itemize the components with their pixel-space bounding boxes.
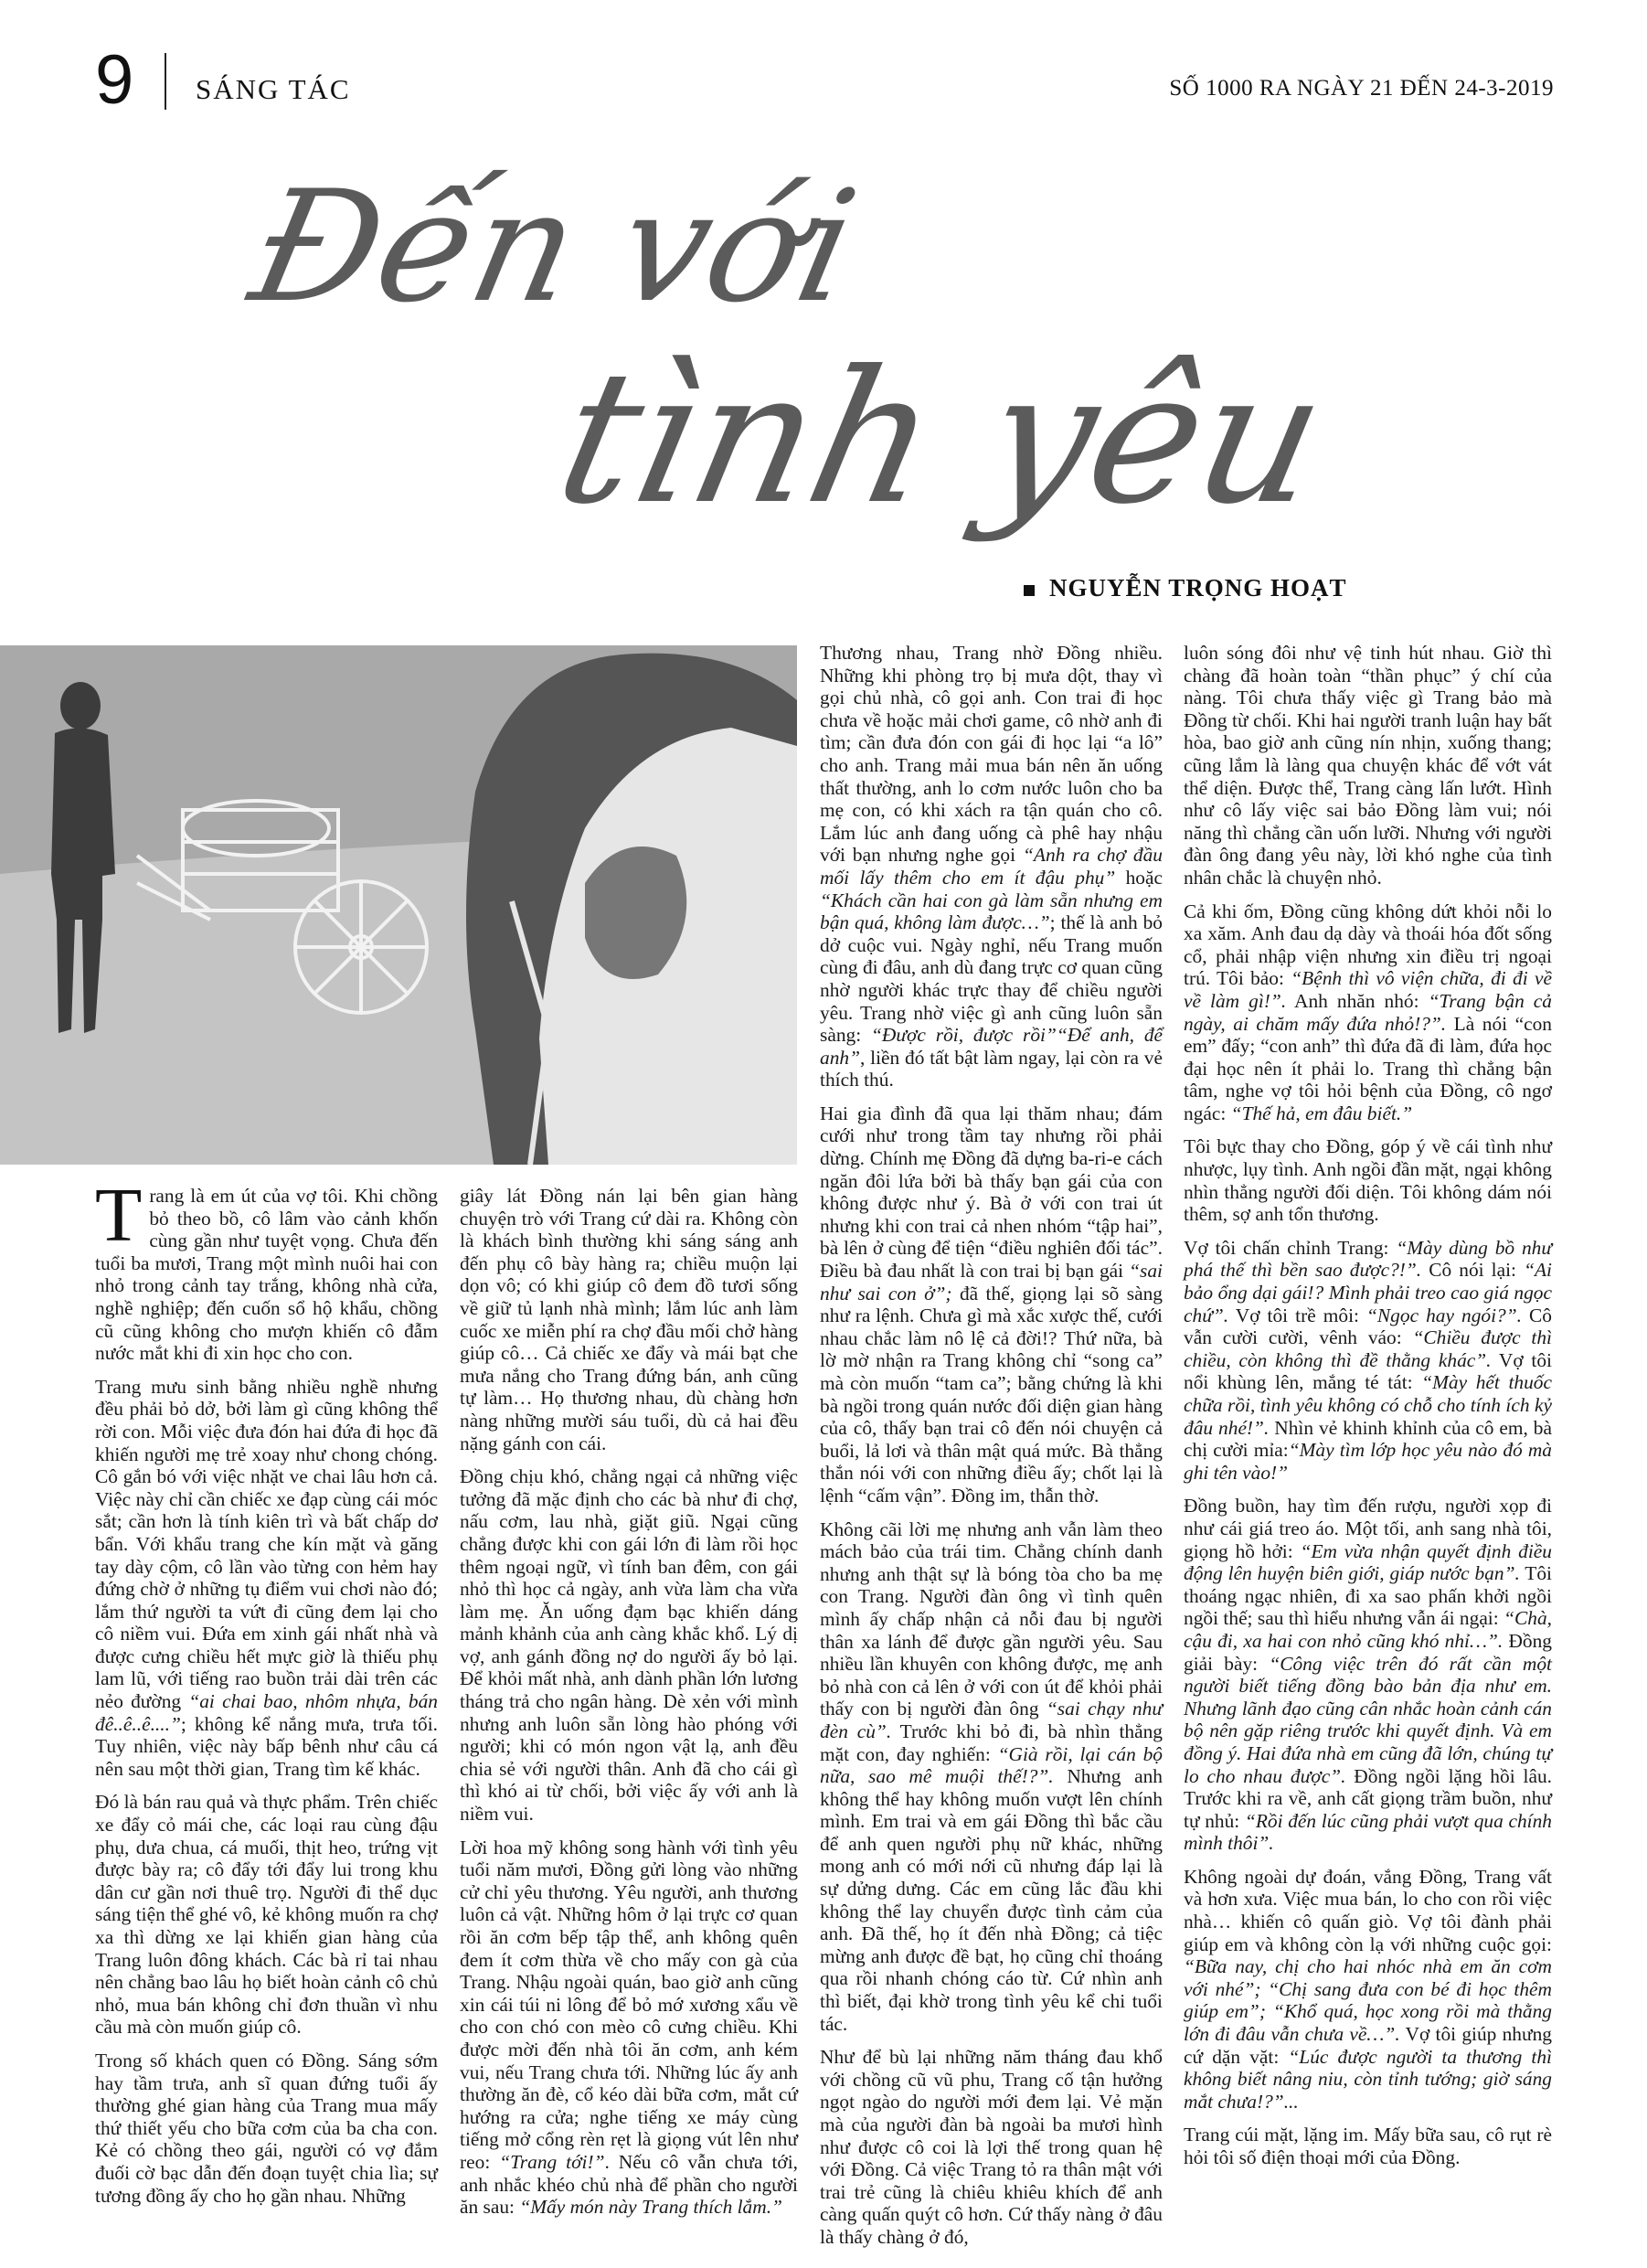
section-label: SÁNG TÁC [196,73,351,105]
title-line-2: tình yêu [542,332,1343,545]
column-2 [460,1185,798,2230]
square-bullet-icon [1024,585,1035,596]
title-line-1: Đến với [238,157,871,336]
paragraph: Tôi bực thay cho Đồng, góp ý về cái tình như nhược, lụy tình. Anh ngồi đần mặt, ngại không nhìn thẳng người đối diện. Tôi không dám nói thêm, sợ anh tổn thương. [1184,1135,1552,1226]
paragraph: giây lát Đồng nán lại bên gian hàng chuyện trò với Trang cứ dài ra. Không còn là khách bình thường khi sáng sáng anh đến phụ cô bày hàng ra; chiều muộn lại dọn vô; có khi giúp cô đem đồ tươi sống về giữ tủ lạnh nhà mình; lắm lúc anh làm cuốc xe miễn phí ra chợ đầu mối chở hàng giúp cô… Cả chiếc xe đẩy và mái bạt che mưa nắng cho Trang đứng bán, anh cũng tự làm… Họ thương nhau, dù chàng hơn nàng những mười sáu tuổi, dù cả hai đều nặng gánh con cái. [460,1185,798,1454]
paragraph: Như để bù lại những năm tháng đau khổ với chồng cũ vũ phu, Trang cố tận hưởng ngọt ngào do người mới đem lại. Vẻ mặn mà của người đàn bà ngoài ba mươi hình như được cô coi là lợi thế trong quan hệ với Đồng. Cả việc Trang tỏ ra thân mật với trai trẻ cũng là chiêu khiêu khích để anh càng quấn quýt cô hơn. Cứ thấy nàng ở đâu là thấy chàng ở đó, [820,2046,1163,2248]
paragraph: Vợ tôi chấn chỉnh Trang: “Mày dùng bồ như phá thế thì bền sao được?!”. Cô nói lại: “Ai bảo ổng dại gái!? Mình phải treo cao giá ngọc chứ”. Vợ tôi trề môi: “Ngọc hay ngói?”. Cô vẫn cười cười, vênh váo: “Chiều được thì chiều, còn không thì đề thằng khác”. Vợ tôi nổi khùng lên, mắng té tát: “Mày hết thuốc chữa rồi, tình yêu không có chỗ cho tính ích kỷ đâu nhé!”. Nhìn vẻ khinh khỉnh của cô em, bà chị cười mỉa:“Mày tìm lớp học yêu nào đó mà ghi tên vào!” [1184,1236,1553,1484]
paragraph: Hai gia đình đã qua lại thăm nhau; đám cưới như trong tầm tay nhưng rồi phải dừng. Chính mẹ Đồng đã dựng ba-ri-e cách ngăn đôi lứa bởi bà thấy bạn gái của con không được như ý. Bà ở với con trai út nhưng khi con trai cả nhen nhóm “tập hai”, bà lên ở cùng để tiện “điều nghiên đối tác”. Điều bà đau nhất là con trai bị bạn gái “sai như sai con ở”; đã thế, giọng lại sõ sàng như ra lệnh. Chưa gì mà xắc xược thế, cưới nhau chắc làm nô lệ cả đời!? Thứ nữa, bà lờ mờ nhận ra Trang không chỉ “song ca” mà còn muốn “tam ca”; bằng chứng là khi bà ngồi trong quán nước đối diện gian hàng của cô, thấy bạn trai cô đến nói chuyện cả buổi, lả lơi và thân mật quá mức. Bà thẳng thắn nói với con những điều ấy; chốt lại là lệnh “cấm vận”. Đồng im, thẫn thờ. [820,1102,1163,1507]
paragraph: Trong số khách quen có Đồng. Sáng sớm hay tầm trưa, anh sĩ quan đứng tuổi ấy thường ghé gian hàng của Trang mua mấy thứ thiết yếu cho bữa cơm của ba cha con. Kẻ có chồng theo gái, người có vợ đắm đuối cờ bạc dẫn đến đoạn tuyệt chia lìa; sự tương đồng ấy cho họ gần nhau. Những [95,2049,438,2207]
paragraph: Đồng buồn, hay tìm đến rượu, người xọp đi như cái giá treo áo. Một tối, anh sang nhà tôi, giọng hồ hởi: “Em vừa nhận quyết định điều động lên huyện biên giới, giáp nước bạn”. Tôi thoáng ngạc nhiên, đi xa sao phấn khởi ngồi ngồi thế; sau thì hiểu nhưng vẫn ái ngại: “Chà, cậu đi, xa hai con nhỏ cũng khó nhỉ…”. Đồng giải bày: “Công việc trên đó rất cần một người biết tiếng đồng bào bản địa như em. Nhưng lãnh đạo cũng cân nhắc hoàn cảnh cán bộ nên gặp riêng trước khi quyết định. Và em đồng ý. Hai đứa nhà em cũng đã lớn, chúng tự lo cho nhau được”. Đồng ngồi lặng hồi lâu. Trước khi ra về, anh cất giọng trầm buồn, như tự nhủ: “Rồi đến lúc cũng phải vượt qua chính mình thôi”. [1184,1495,1552,1855]
paragraph: Trang cúi mặt, lặng im. Mấy bữa sau, cô rụt rè hỏi tôi số điện thoại mới của Đồng. [1184,2124,1552,2168]
column-3 [820,642,1163,2260]
column-4 [1184,642,1552,2180]
column-1 [95,1173,438,2218]
paragraph: Thương nhau, Trang nhờ Đồng nhiều. Những khi phòng trọ bị mưa dột, thay vì gọi chủ nhà, cô gọi anh. Con trai đi học chưa về hoặc mải chơi game, cô nhờ anh đi tìm; cần đưa đón con gái đi học lại “a lô” cho anh. Trang mải mua bán nên ăn uống thất thường, anh lo cơm nước luôn cho ba mẹ con, có khi xách ra tận quán cho cô. Lắm lúc anh đang uống cà phê hay nhậu với bạn nhưng nghe gọi “Anh ra chợ đầu mối lấy thêm cho em ít đậu phụ” hoặc “Khách cần hai con gà làm sẵn nhưng em bận quá, không làm được…”; thế là anh bỏ dở cuộc vui. Ngày nghỉ, nếu Trang muốn cùng đi đâu, anh dù đang trực cơ quan cũng nhờ người khác trực thay để chiều người yêu. Trang nhờ việc gì anh cũng luôn sẵn sàng: “Được rồi, được rồi”“Để anh, để anh”, liền đó tất bật làm ngay, lại còn ra vẻ thích thú. [820,642,1164,1091]
page-number: 9 [95,41,134,119]
paragraph: Đồng chịu khó, chẳng ngại cả những việc tưởng đã mặc định cho các bà như đi chợ, nấu cơm, lau nhà, giặt giũ. Ngại cũng chẳng được khi con gái lớn đi làm rồi học thêm ngoại ngữ, vì tính ban đêm, con gái nhỏ thì học cả ngày, anh vừa làm cha vừa làm mẹ. Ăn uống đạm bạc khiến dáng mảnh khảnh của anh càng khắc khổ. Lý dị vợ, anh gánh đồng nợ do người ấy bỏ lại. Để khỏi mất nhà, anh dành phần lớn lương tháng trả cho ngân hàng. Dè xẻn với mình nhưng anh luôn sẵn lòng hào phóng với người; khi có món ngon vật lạ, anh đều chia sẻ với người thân. Anh đã cho cái gì thì khó ai từ chối, bởi việc ấy với anh là niềm vui. [460,1465,798,1826]
drop-cap: T [95,1173,143,1258]
paragraph: Trang là em út của vợ tôi. Khi chồng bỏ theo bồ, cô lâm vào cảnh khốn cùng gần như tuyệt vọng. Chưa đến tuổi ba mươi, Trang một mình nuôi hai con nhỏ trong cảnh tay trắng, không nhà cửa, nghề nghiệp; đến cuốn sổ hộ khẩu, chồng cũ cũng không cho mượn khiến cô đẫm nước mắt khi đi xin học cho con. [95,1173,438,1365]
paragraph: luôn sóng đôi như vệ tinh hút nhau. Giờ thì chàng đã hoàn toàn “thần phục” ý chí của nàng. Tôi chưa thấy việc gì Trang bảo mà Đồng từ chối. Khi hai người tranh luận hay bất hòa, bao giờ anh cũng nín nhịn, xuống thang; cũng lắm là làng qua chuyện khác để vớt vát thể diện. Được thể, Trang càng lấn lướt. Hình như cô lấy việc sai bảo Đồng làm vui; nói năng thì chẳng cần uốn lưỡi. Nhưng với người đàn ông đang yêu này, lời khó nghe của tình nhân chắc là chuyện nhỏ. [1184,642,1552,889]
paragraph: Cả khi ốm, Đồng cũng không dứt khỏi nỗi lo xa xăm. Anh đau dạ dày và thoái hóa đốt sống cổ, phải nhập viện nhưng xin điều trị ngoại trú. Tôi bảo: “Bệnh thì vô viện chữa, đi đi về về làm gì!”. Anh nhăn nhó: “Trang bận cả ngày, ai chăm mấy đứa nhỏ!?”. Là nói “con em” đấy; “con anh” thì đứa đã đi làm, đứa học đại học nên ít phải lo. Trang thì chẳng bận tâm, nghe vợ tôi hỏi bệnh của Đồng, cô ngơ ngác: “Thế hả, em đâu biết.” [1184,900,1552,1124]
illustration-man-cart-woman [0,645,797,1165]
paragraph: Không ngoài dự đoán, vắng Đồng, Trang vất và hơn xưa. Việc mua bán, lo cho con rồi việc nhà… khiến cô quấn giò. Vợ tôi đành phải giúp em và không còn lạ với những cuộc gọi: “Bữa nay, chị cho hai nhóc nhà em ăn cơm với nhé”; “Chị sang đưa con bé đi học thêm giúp em”; “Khổ quá, học xong rồi mà thằng lớn đi đâu vẫn chưa về…”. Vợ tôi giúp nhưng cứ dặn vặt: “Lúc được người ta thương thì không biết nâng niu, còn tỉnh tướng; giờ sáng mắt chưa!?”... [1184,1865,1552,2113]
paragraph: Đó là bán rau quả và thực phẩm. Trên chiếc xe đẩy cỏ mái che, các loại rau cùng đậu phụ, dưa chua, cá muối, thịt heo, trứng vịt được bày ra; cô đẩy tới đẩy lui trong khu dân cư gần nơi thuê trọ. Người đi thể dục sáng tiện thể ghé vô, kẻ không muốn ra chợ xa thì dừng xe lại khiến gian hàng của Trang luôn đông khách. Các bà rỉ tai nhau nên chẳng bao lâu họ biết hoàn cảnh cô chủ nhỏ, mua bán không chỉ đơn thuần vì nhu cầu mà còn muốn giúp cô. [95,1791,438,2039]
byline [1024,574,1347,602]
paragraph: Không cãi lời mẹ nhưng anh vẫn làm theo mách bảo của trái tim. Chẳng chính danh nhưng anh thật sự là bóng tòa cho ba mẹ con Trang. Người đàn ông vì tình quên mình ấy chấp nhận cả nỗi đau bị người thân xa lánh để được gần người yêu. Sau nhiều lần khuyên con không được, mẹ anh bỏ nhà con cả lên ở với con út để khỏi phải thấy con bị người đàn ông “sai chạy như đèn cù”. Trước khi bỏ đi, bà nhìn thẳng mặt con, đay nghiến: “Già rồi, lại cán bộ nữa, sao mê muội thế!?”. Nhưng anh không thể hay không muốn vượt lên chính mình. Em trai và em gái Đồng thì bắc cầu để anh quen người phụ nữ khác, những mong anh có mới nới cũ nhưng đáp lại là sự dửng dưng. Các em cũng lắc đầu khi không thể lay chuyển được tình cảm của anh. Đã thế, họ ít đến nhà Đồng; cả tiệc mừng anh được đề bạt, họ cũng chỉ thoáng qua rồi nhanh chóng cáo từ. Cứ nhìn anh thì biết, đại khờ trong tình yêu kể chi tuổi tác. [820,1517,1164,2035]
paragraph: Trang mưu sinh bằng nhiều nghề nhưng đều phải bỏ dở, bởi làm gì cũng không thể rời con. Mỗi việc đưa đón hai đứa đi học đã khiến người mẹ trẻ xoay như chong chóng. Cô gắn bó với việc nhặt ve chai lâu hơn cả. Việc này chỉ cần chiếc xe đạp cùng cái móc sắt; cần hơn là tính kiên trì và bất chấp dơ bẩn. Với khẩu trang che kín mặt và găng tay dày cộm, cô lần vào từng con hẻm hay đứng chờ ở những tụ điểm vui chơi nào đó; lắm thứ người ta vứt đi cũng đem lại cho cô niềm vui. Đứa em xinh gái nhất nhà và được cưng chiều hết mực giờ là thiếu phụ lam lũ, với tiếng rao buồn trải dài trên các nẻo đường “ai chai bao, nhôm nhựa, bán đê..ê..ê....”; không kể nắng mưa, trưa tối. Tuy nhiên, việc này bấp bênh như câu cá nên sau một thời gian, Trang tìm kế khác. [95,1375,438,1780]
header-divider [165,53,166,110]
issue-info: SỐ 1000 RA NGÀY 21 ĐẾN 24-3-2019 [1169,76,1554,101]
author-name: NGUYỄN TRỌNG HOẠT [1049,574,1347,602]
paragraph: Lời hoa mỹ không song hành với tình yêu tuổi năm mươi, Đồng gửi lòng vào những cử chỉ yêu thương. Yêu người, anh thương luôn cả vật. Những hôm ở lại trực cơ quan rồi ăn cơm bếp tập thể, anh không quên đem ít cơm thừa về cho mấy con gà của Trang. Nhậu ngoài quán, bao giờ anh cũng xin cái túi ni lông để bỏ mớ xương xẩu về cho con chó con mèo cô cưng chiều. Khi được mời đến nhà tôi ăn cơm, anh kém vui, nếu Trang chưa tới. Những lúc ấy anh thường ăn đè, cổ kéo dài bữa cơm, mắt cứ hướng ra cửa; nghe tiếng xe máy cùng tiếng mở cổng rèn rẹt là giọng vút lên như reo: “Trang tới!”. Nếu cô vẫn chưa tới, anh nhắc khéo chủ nhà để phần cho người ăn sau: “Mấy món này Trang thích lắm.” [460,1836,798,2219]
